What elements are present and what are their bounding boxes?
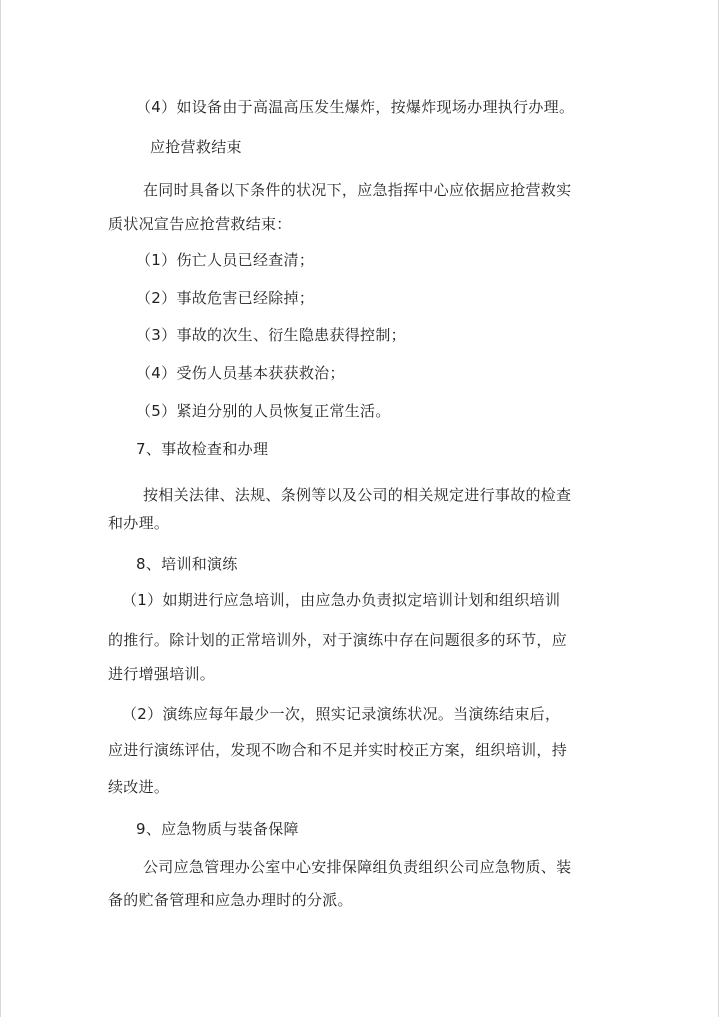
list-item: （2）事故危害已经除掉； [136,289,315,307]
paragraph-line: （2）演练应每年最少一次，照实记录演练状况。当演练结束后， [122,705,561,723]
paragraph-line: 在同时具备以下条件的状况下，应急指挥中心应依据应抢营救实 [143,181,572,199]
list-item: （4）受伤人员基本获获救治； [136,364,345,382]
list-item: （5）紧迫分别的人员恢复正常生活。 [136,402,391,420]
paragraph-line: 进行增强培训。 [108,665,216,683]
paragraph-line: 按相关法律、法规、条例等以及公司的相关规定进行事故的检查 [143,486,572,504]
list-item: （3）事故的次生、衍生隐患获得控制； [136,326,406,344]
paragraph-line: 续改进。 [108,778,170,796]
paragraph-line: 公司应急管理办公室中心安排保障组负责组织公司应急物质、装 [143,858,572,876]
paragraph-line: （4）如设备由于高温高压发生爆炸，按爆炸现场办理执行办理。 [136,98,575,116]
section-heading: 7、事故检查和办理 [136,440,269,458]
paragraph-line: （1）如期进行应急培训，由应急办负责拟定培训计划和组织培训 [122,591,561,609]
section-heading: 应抢营救结束 [150,138,242,156]
list-item: （1）伤亡人员已经查清； [136,251,315,269]
paragraph-line: 应进行演练评估，发现不吻合和不足并实时校正方案，组织培训，持 [108,741,568,759]
section-heading: 9、应急物质与装备保障 [136,820,299,838]
paragraph-line: 的推行。除计划的正常培训外，对于演练中存在问题很多的环节，应 [108,631,568,649]
paragraph-line: 和办理。 [108,514,170,532]
paragraph-line: 备的贮备管理和应急办理时的分派。 [108,891,353,909]
paragraph-line: 质状况宣告应抢营救结束： [108,215,292,233]
section-heading: 8、培训和演练 [136,555,238,573]
